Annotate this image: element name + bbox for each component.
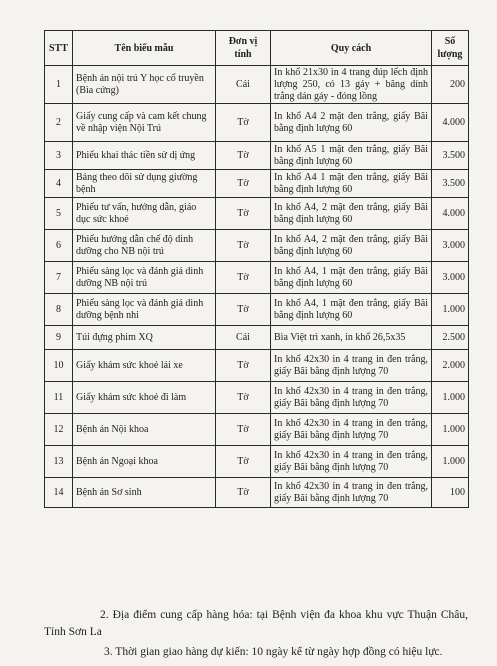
row-specification: In khổ A4, 1 mặt đen trắng, giấy Bãi bằng định lượng 60 [271,294,432,326]
row-form-name: Phiếu khai thác tiền sử dị ứng [73,142,216,170]
form-spec-table [44,30,469,508]
row-quantity: 3.500 [432,170,469,198]
row-quantity: 100 [432,478,469,508]
row-quantity: 4.000 [432,104,469,142]
table-row [45,294,469,326]
table-row [45,262,469,294]
delivery-location-note: 2. Địa điểm cung cấp hàng hóa: tại Bệnh viện đa khoa khu vực Thuận Châu, Tỉnh Sơn La [44,608,468,638]
row-form-name: Giấy cung cấp và cam kết chung về nhập viện Nội Trú [73,104,216,142]
row-quantity: 1.000 [432,294,469,326]
row-quantity: 2.000 [432,350,469,382]
row-stt: 12 [45,414,73,446]
table-row [45,414,469,446]
row-unit: Tờ [216,382,271,414]
row-unit: Tờ [216,446,271,478]
row-stt: 7 [45,262,73,294]
header-form-name: Tên biểu mẫu [73,31,216,66]
row-form-name: Bảng theo dõi sử dụng giường bệnh [73,170,216,198]
table-row [45,350,469,382]
row-stt: 1 [45,66,73,104]
row-quantity: 4.000 [432,198,469,230]
table-row [45,170,469,198]
row-unit: Tờ [216,104,271,142]
row-form-name: Bệnh án nội trú Y học cổ truyền (Bìa cứng) [73,66,216,104]
row-quantity: 1.000 [432,414,469,446]
row-stt: 6 [45,230,73,262]
row-stt: 5 [45,198,73,230]
table-row [45,478,469,508]
row-unit: Tờ [216,198,271,230]
table-header-row [45,31,469,66]
table-row [45,104,469,142]
row-form-name: Phiếu sàng lọc và đánh giá dinh dưỡng NB nội trú [73,262,216,294]
row-quantity: 3.000 [432,262,469,294]
row-specification: In khổ 42x30 in 4 trang in đen trắng, giấy Bãi bằng định lượng 70 [271,414,432,446]
row-stt: 11 [45,382,73,414]
row-unit: Tờ [216,478,271,508]
table-row [45,230,469,262]
row-stt: 2 [45,104,73,142]
row-specification: In khổ A4 1 mặt đen trắng, giấy Bãi bằng định lượng 60 [271,170,432,198]
row-form-name: Bệnh án Ngoại khoa [73,446,216,478]
row-unit: Tờ [216,350,271,382]
header-unit: Đơn vị tính [216,31,271,66]
row-form-name: Bệnh án Sơ sinh [73,478,216,508]
row-unit: Cái [216,66,271,104]
row-specification: In khổ 42x30 in 4 trang in đen trắng, giấy Bãi bằng định lượng 70 [271,350,432,382]
row-stt: 9 [45,326,73,350]
row-specification: In khổ A4, 2 mặt đen trắng, giấy Bãi bằng định lượng 60 [271,230,432,262]
row-quantity: 1.000 [432,446,469,478]
row-specification: In khổ 42x30 in 4 trang in đen trắng, giấy Bãi bằng định lượng 70 [271,382,432,414]
row-stt: 10 [45,350,73,382]
row-specification: In khổ A4 2 mặt đen trắng, giấy Bãi bằng định lượng 60 [271,104,432,142]
row-unit: Tờ [216,170,271,198]
row-specification: In khổ 42x30 in 4 trang in đen trắng, giấy Bãi bằng định lượng 70 [271,446,432,478]
row-unit: Tờ [216,414,271,446]
header-specification: Quy cách [271,31,432,66]
row-quantity: 3.500 [432,142,469,170]
row-form-name: Giấy khám sức khoẻ đi làm [73,382,216,414]
row-quantity: 3.000 [432,230,469,262]
row-stt: 4 [45,170,73,198]
row-stt: 3 [45,142,73,170]
row-form-name: Túi đựng phim XQ [73,326,216,350]
row-unit: Tờ [216,142,271,170]
row-specification: In khổ 42x30 in 4 trang in đen trắng, giấy Bãi bằng định lượng 70 [271,478,432,508]
row-specification: Bìa Việt trì xanh, in khổ 26,5x35 [271,326,432,350]
row-unit: Tờ [216,230,271,262]
row-form-name: Phiếu tư vấn, hướng dẫn, giáo dục sức khoẻ [73,198,216,230]
row-quantity: 2.500 [432,326,469,350]
row-quantity: 1.000 [432,382,469,414]
table-row [45,382,469,414]
row-specification: In khổ 21x30 in 4 trang đúp lếch định lượng 250, có 13 gáy + băng dính trắng dán gáy - đóng lồng [271,66,432,104]
row-form-name: Phiếu sàng lọc và đánh giá dinh dưỡng bệnh nhi [73,294,216,326]
row-unit: Cái [216,326,271,350]
table-row [45,326,469,350]
row-form-name: Giấy khám sức khoẻ lái xe [73,350,216,382]
row-stt: 14 [45,478,73,508]
row-specification: In khổ A4, 2 mặt đen trắng, giấy Bãi bằng định lượng 60 [271,198,432,230]
table-row [45,446,469,478]
header-quantity: Số lượng [432,31,469,66]
row-form-name: Bệnh án Nội khoa [73,414,216,446]
row-specification: In khổ A5 1 mặt đen trắng, giấy Bãi bằng định lượng 60 [271,142,432,170]
table-row [45,142,469,170]
delivery-time-note: 3. Thời gian giao hàng dự kiến: 10 ngày kể từ ngày hợp đồng có hiệu lực. [104,645,443,658]
row-stt: 13 [45,446,73,478]
row-quantity: 200 [432,66,469,104]
row-unit: Tờ [216,262,271,294]
row-form-name: Phiếu hướng dẫn chế độ dinh dưỡng cho NB nội trú [73,230,216,262]
table-row [45,198,469,230]
table-row [45,66,469,104]
row-specification: In khổ A4, 1 mặt đen trắng, giấy Bãi bằng định lượng 60 [271,262,432,294]
row-stt: 8 [45,294,73,326]
row-unit: Tờ [216,294,271,326]
table-body [45,66,469,508]
header-stt: STT [45,31,73,66]
